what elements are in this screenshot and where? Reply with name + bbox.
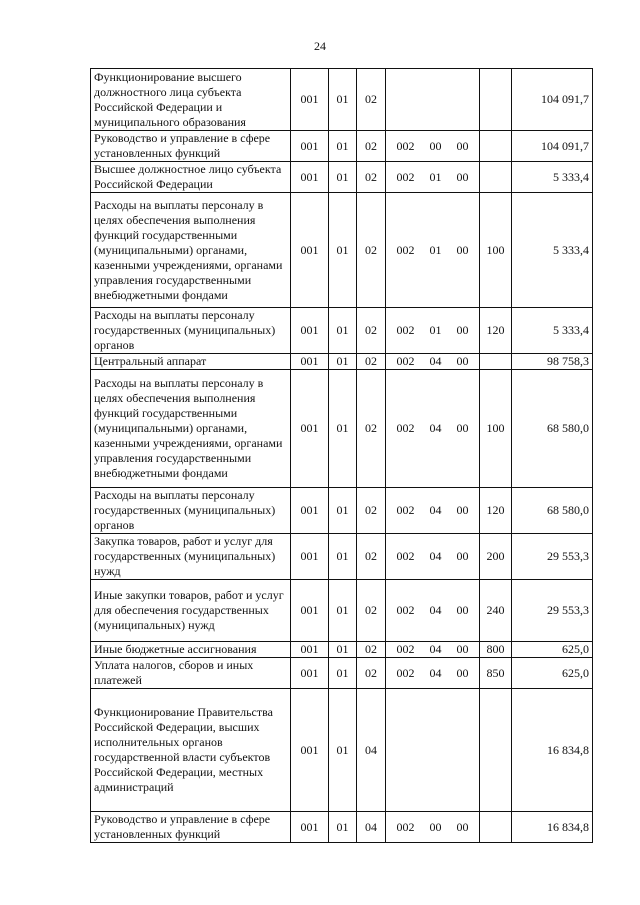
subsection-code-cell: 02 <box>357 534 386 580</box>
table-row <box>91 658 593 689</box>
expense-type-cell: 120 <box>480 308 512 354</box>
subsection-code-cell: 02 <box>357 162 386 193</box>
ministry-code-cell: 001 <box>291 689 329 812</box>
ministry-code-cell: 001 <box>291 488 329 534</box>
subsection-code-cell: 02 <box>357 354 386 370</box>
section-code-cell: 01 <box>329 69 357 131</box>
ministry-code-cell: 001 <box>291 658 329 689</box>
table-row <box>91 308 593 354</box>
target-article-part: 00 <box>456 665 469 680</box>
subsection-code-cell: 02 <box>357 488 386 534</box>
target-article-part: 002 <box>396 169 415 184</box>
expense-type-cell: 120 <box>480 488 512 534</box>
target-article-part: 00 <box>456 354 469 368</box>
table-row <box>91 534 593 580</box>
target-article-cell <box>386 370 480 488</box>
target-article-cell <box>386 354 480 370</box>
section-code-cell: 01 <box>329 162 357 193</box>
target-article-part: 04 <box>429 603 442 617</box>
expense-type-cell <box>480 69 512 131</box>
table-row <box>91 370 593 488</box>
page-number: 24 <box>314 39 326 53</box>
subsection-code-cell: 04 <box>357 689 386 812</box>
amount-cell: 16 834,8 <box>512 812 593 843</box>
target-article-part: 04 <box>429 503 442 517</box>
row-name-cell: Расходы на выплаты персоналу государственных (муниципальных) органов <box>91 308 291 354</box>
table-row <box>91 131 593 162</box>
section-code-cell: 01 <box>329 534 357 580</box>
ministry-code-cell: 001 <box>291 812 329 843</box>
table-row <box>91 642 593 658</box>
section-code-cell: 01 <box>329 580 357 642</box>
target-article-part: 00 <box>456 323 469 337</box>
expense-type-cell: 200 <box>480 534 512 580</box>
expense-type-cell: 850 <box>480 658 512 689</box>
target-article-part: 002 <box>396 819 415 834</box>
table-row <box>91 193 593 308</box>
row-name-cell: Иные закупки товаров, работ и услуг для обеспечения государственных (муниципальных) нужд <box>91 580 291 642</box>
row-name-cell: Функционирование Правительства Российской Федерации, высших исполнительных органов государственной власти субъектов Российской Федерации, местных администраций <box>91 689 291 812</box>
section-code-cell: 01 <box>329 812 357 843</box>
target-article-cell <box>386 812 480 843</box>
ministry-code-cell: 001 <box>291 308 329 354</box>
subsection-code-cell: 04 <box>357 812 386 843</box>
row-name-cell: Иные бюджетные ассигнования <box>91 642 291 658</box>
target-article-cell <box>386 580 480 642</box>
row-name-cell: Расходы на выплаты персоналу в целях обеспечения выполнения функций государственными (муниципальными) органами, казенными учреждениями, органами управления государственными внебюджетными фондами <box>91 370 291 488</box>
ministry-code-cell: 001 <box>291 580 329 642</box>
subsection-code-cell: 02 <box>357 580 386 642</box>
target-article-cell <box>386 162 480 193</box>
section-code-cell: 01 <box>329 308 357 354</box>
target-article-part: 00 <box>456 603 469 617</box>
target-article-part: 00 <box>456 549 469 563</box>
target-article-part: 00 <box>456 138 469 153</box>
expense-type-cell: 100 <box>480 193 512 308</box>
section-code-cell: 01 <box>329 131 357 162</box>
subsection-code-cell: 02 <box>357 658 386 689</box>
target-article-part: 01 <box>429 323 442 337</box>
target-article-part: 04 <box>429 665 442 680</box>
target-article-part: 002 <box>396 421 415 435</box>
section-code-cell: 01 <box>329 354 357 370</box>
target-article-cell <box>386 534 480 580</box>
expense-type-cell <box>480 812 512 843</box>
amount-cell: 5 333,4 <box>512 193 593 308</box>
target-article-cell <box>386 642 480 658</box>
row-name-cell: Высшее должностное лицо субъекта Российской Федерации <box>91 162 291 193</box>
target-article-part: 00 <box>429 819 442 834</box>
table-row <box>91 580 593 642</box>
amount-cell: 104 091,7 <box>512 131 593 162</box>
section-code-cell: 01 <box>329 642 357 658</box>
budget-table <box>90 68 593 843</box>
row-name-cell: Руководство и управление в сфере установленных функций <box>91 131 291 162</box>
row-name-cell: Функционирование высшего должностного лица субъекта Российской Федерации и муниципального образования <box>91 69 291 131</box>
ministry-code-cell: 001 <box>291 162 329 193</box>
target-article-part: 00 <box>456 169 469 184</box>
table-row <box>91 488 593 534</box>
table-row <box>91 162 593 193</box>
target-article-cell <box>386 193 480 308</box>
target-article-part: 002 <box>396 354 415 368</box>
target-article-part: 002 <box>396 242 415 257</box>
target-article-part: 00 <box>456 242 469 257</box>
target-article-part: 04 <box>429 421 442 435</box>
ministry-code-cell: 001 <box>291 131 329 162</box>
amount-cell: 5 333,4 <box>512 162 593 193</box>
target-article-part: 002 <box>396 665 415 680</box>
expense-type-cell: 100 <box>480 370 512 488</box>
target-article-part: 04 <box>429 354 442 368</box>
target-article-cell <box>386 488 480 534</box>
target-article-part: 00 <box>456 819 469 834</box>
table-row <box>91 812 593 843</box>
target-article-part: 002 <box>396 642 415 656</box>
ministry-code-cell: 001 <box>291 642 329 658</box>
expense-type-cell: 240 <box>480 580 512 642</box>
expense-type-cell <box>480 354 512 370</box>
section-code-cell: 01 <box>329 370 357 488</box>
target-article-part: 00 <box>456 642 469 656</box>
expense-type-cell <box>480 131 512 162</box>
section-code-cell: 01 <box>329 689 357 812</box>
row-name-cell: Руководство и управление в сфере установленных функций <box>91 812 291 843</box>
target-article-part: 002 <box>396 323 415 337</box>
amount-cell: 68 580,0 <box>512 488 593 534</box>
expense-type-cell <box>480 162 512 193</box>
ministry-code-cell: 001 <box>291 193 329 308</box>
target-article-part: 01 <box>429 169 442 184</box>
target-article-part: 00 <box>456 421 469 435</box>
target-article-cell <box>386 689 480 812</box>
target-article-cell <box>386 69 480 131</box>
target-article-part: 04 <box>429 549 442 563</box>
ministry-code-cell: 001 <box>291 69 329 131</box>
table-body <box>91 69 593 843</box>
amount-cell: 16 834,8 <box>512 689 593 812</box>
target-article-part: 00 <box>456 503 469 517</box>
amount-cell: 29 553,3 <box>512 580 593 642</box>
ministry-code-cell: 001 <box>291 370 329 488</box>
target-article-cell <box>386 308 480 354</box>
ministry-code-cell: 001 <box>291 354 329 370</box>
subsection-code-cell: 02 <box>357 308 386 354</box>
row-name-cell: Уплата налогов, сборов и иных платежей <box>91 658 291 689</box>
target-article-part: 01 <box>429 242 442 257</box>
target-article-part: 00 <box>429 138 442 153</box>
amount-cell: 104 091,7 <box>512 69 593 131</box>
section-code-cell: 01 <box>329 488 357 534</box>
subsection-code-cell: 02 <box>357 193 386 308</box>
target-article-part: 002 <box>396 138 415 153</box>
section-code-cell: 01 <box>329 658 357 689</box>
target-article-part: 002 <box>396 503 415 517</box>
row-name-cell: Расходы на выплаты персоналу государственных (муниципальных) органов <box>91 488 291 534</box>
amount-cell: 68 580,0 <box>512 370 593 488</box>
amount-cell: 29 553,3 <box>512 534 593 580</box>
row-name-cell: Закупка товаров, работ и услуг для государственных (муниципальных) нужд <box>91 534 291 580</box>
row-name-cell: Расходы на выплаты персоналу в целях обеспечения выполнения функций государственными (муниципальными) органами, казенными учреждениями, органами управления государственными внебюджетными фондами <box>91 193 291 308</box>
subsection-code-cell: 02 <box>357 642 386 658</box>
target-article-cell <box>386 131 480 162</box>
table-row <box>91 354 593 370</box>
subsection-code-cell: 02 <box>357 131 386 162</box>
expense-type-cell: 800 <box>480 642 512 658</box>
amount-cell: 5 333,4 <box>512 308 593 354</box>
target-article-part: 04 <box>429 642 442 656</box>
amount-cell: 625,0 <box>512 658 593 689</box>
table-row <box>91 689 593 812</box>
ministry-code-cell: 001 <box>291 534 329 580</box>
target-article-part: 002 <box>396 603 415 617</box>
section-code-cell: 01 <box>329 193 357 308</box>
amount-cell: 98 758,3 <box>512 354 593 370</box>
subsection-code-cell: 02 <box>357 69 386 131</box>
target-article-cell <box>386 658 480 689</box>
table-row <box>91 69 593 131</box>
amount-cell: 625,0 <box>512 642 593 658</box>
subsection-code-cell: 02 <box>357 370 386 488</box>
row-name-cell: Центральный аппарат <box>91 354 291 370</box>
expense-type-cell <box>480 689 512 812</box>
target-article-part: 002 <box>396 549 415 563</box>
